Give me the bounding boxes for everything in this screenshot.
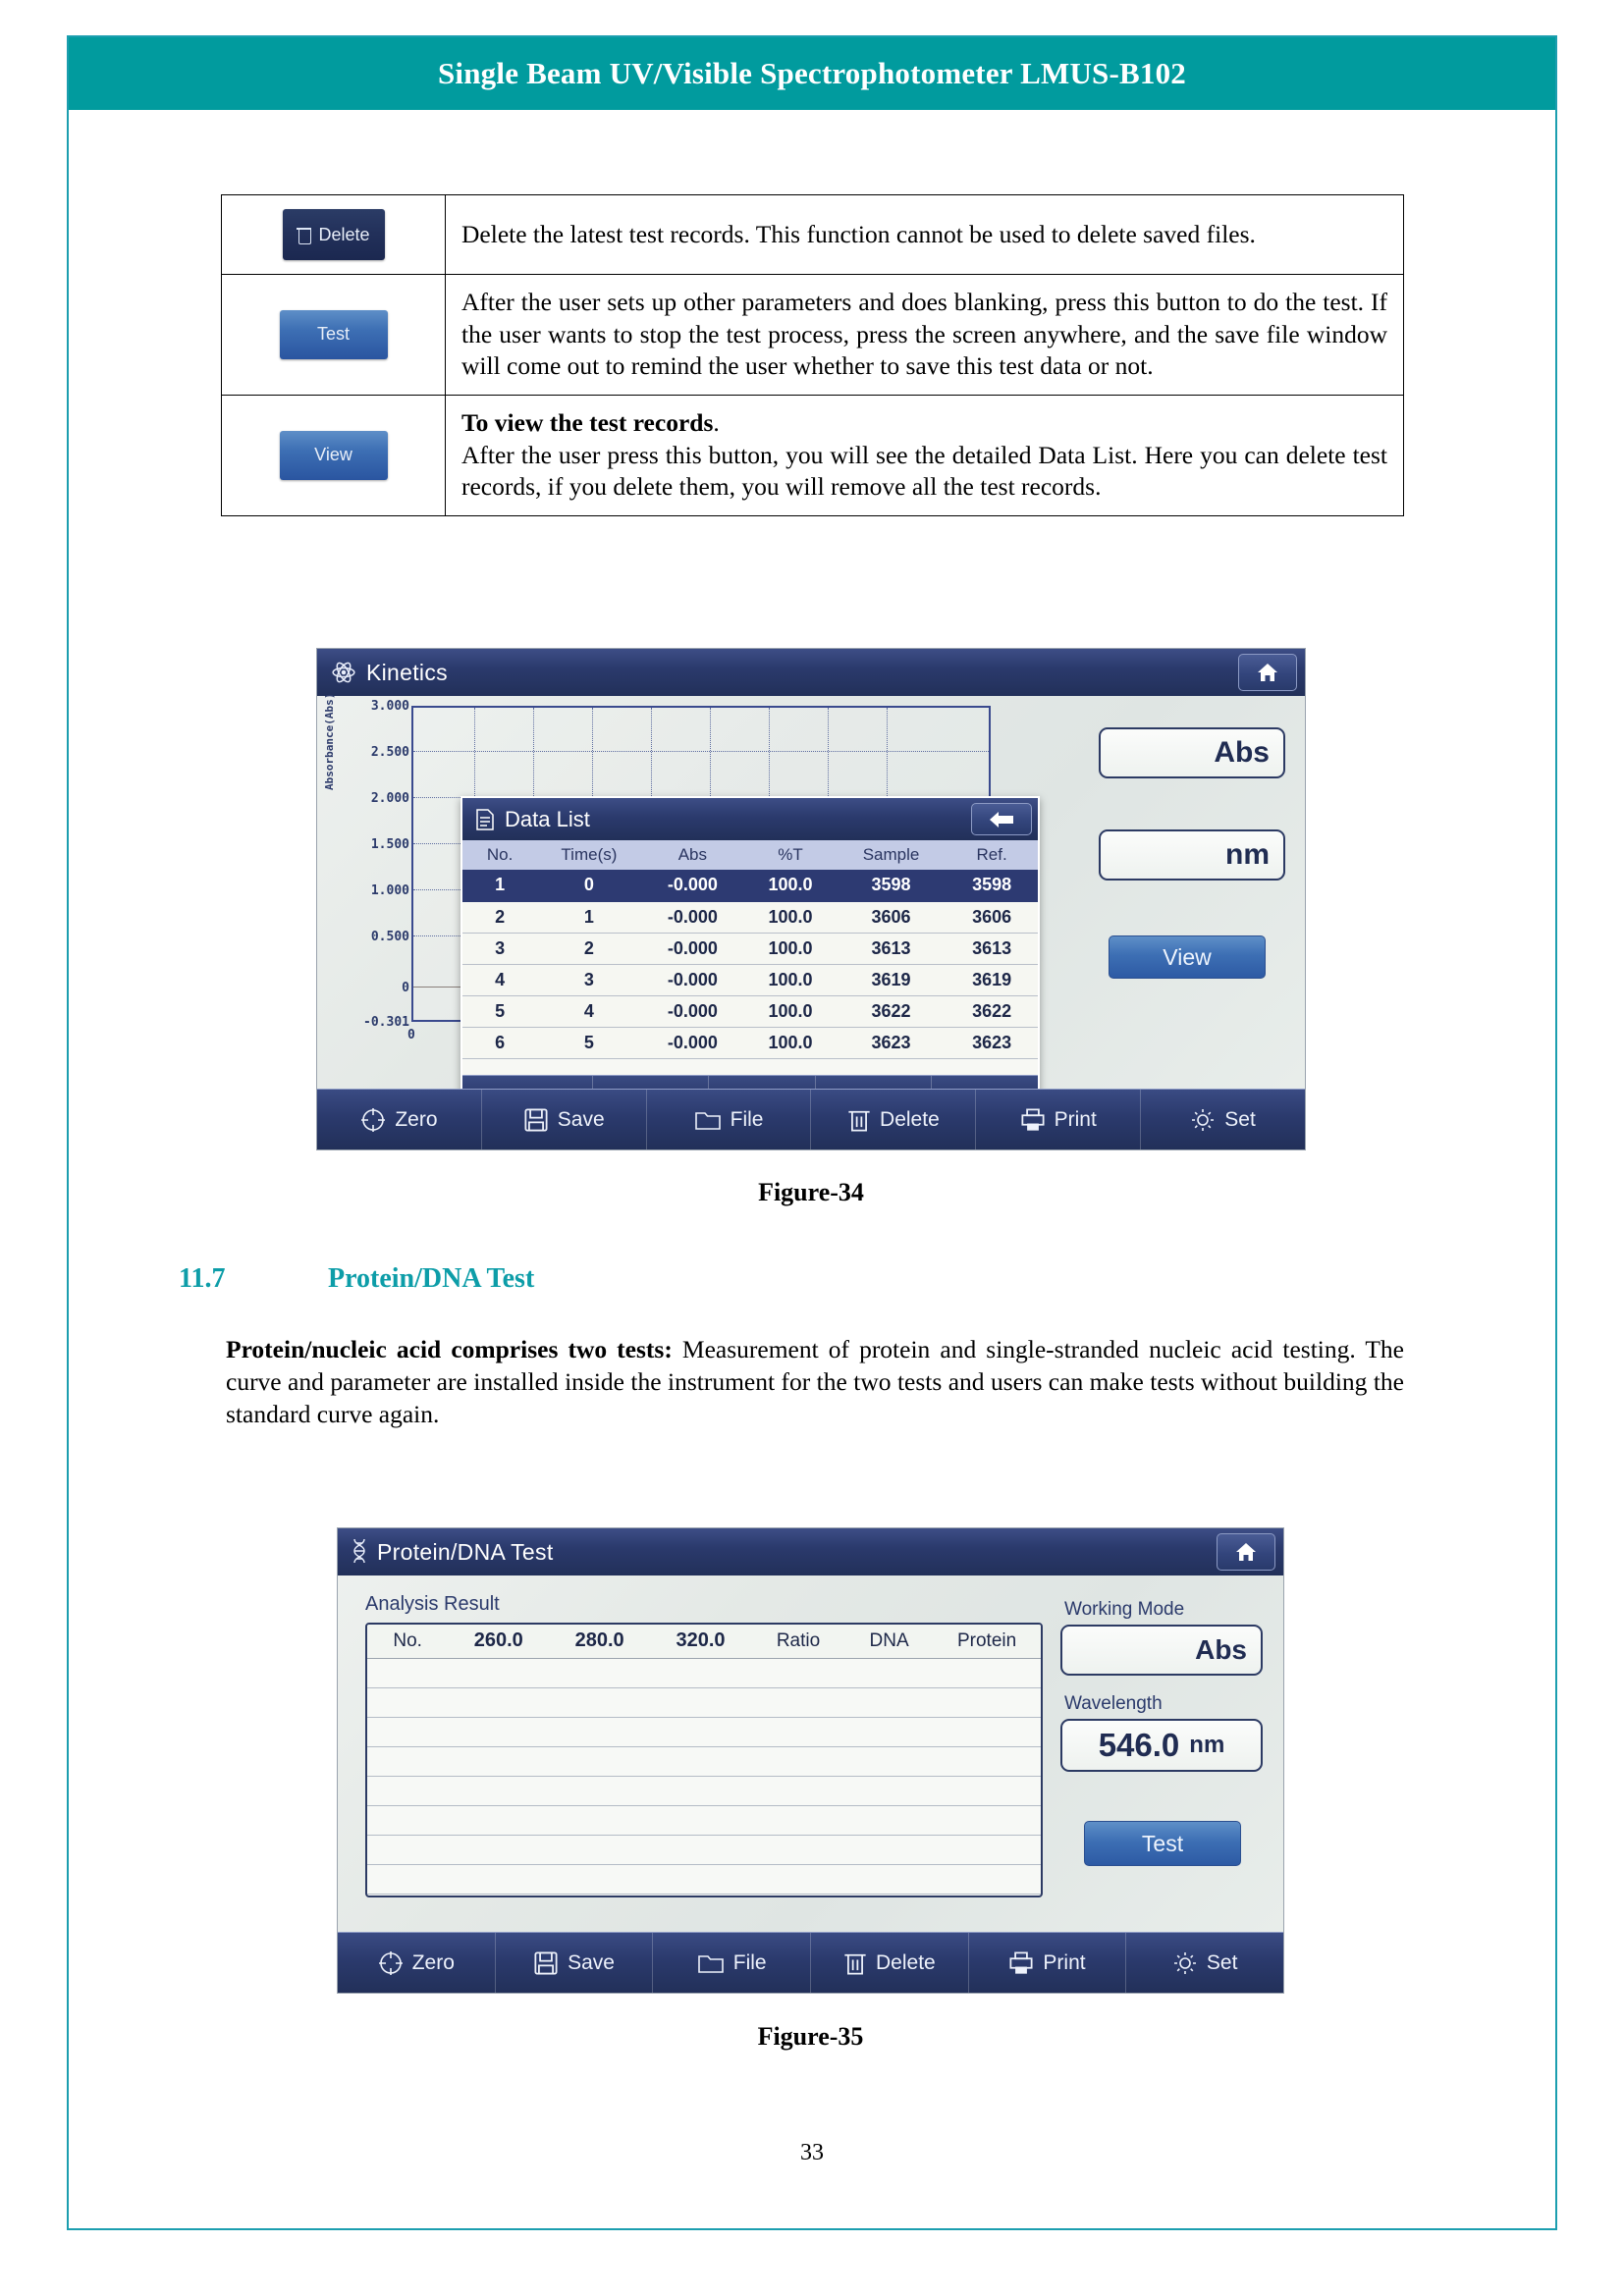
delete-label: Delete bbox=[876, 1950, 936, 1974]
cell: 4 bbox=[537, 995, 640, 1027]
table-row[interactable] bbox=[462, 933, 1038, 964]
cell: 100.0 bbox=[744, 1027, 837, 1058]
data-list-table bbox=[462, 840, 1038, 1059]
data-list-dialog bbox=[460, 796, 1040, 1126]
analysis-result-table-box bbox=[365, 1623, 1043, 1897]
file-label: File bbox=[730, 1107, 764, 1131]
figure-34 bbox=[316, 648, 1306, 1150]
cell bbox=[367, 1835, 1041, 1864]
figure-34-caption: Figure-34 bbox=[758, 1178, 864, 1206]
protein-dna-screen bbox=[337, 1527, 1284, 1994]
y-tick: 1.000 bbox=[370, 883, 409, 898]
save-button[interactable] bbox=[482, 1090, 647, 1149]
view-description-lead: To view the test records bbox=[461, 407, 714, 437]
back-arrow-icon[interactable] bbox=[971, 803, 1032, 835]
set-button[interactable] bbox=[1141, 1090, 1305, 1149]
column-header: 260.0 bbox=[448, 1625, 549, 1658]
table-row[interactable] bbox=[367, 1717, 1041, 1746]
data-list-titlebar bbox=[462, 798, 1038, 840]
view-description-period: . bbox=[713, 407, 720, 437]
mode-display[interactable] bbox=[1099, 727, 1285, 778]
test-button-label: Test bbox=[1141, 1830, 1184, 1856]
view-button[interactable] bbox=[280, 431, 388, 480]
section-paragraph bbox=[226, 1333, 1404, 1430]
document-header bbox=[69, 37, 1555, 110]
zero-label: Zero bbox=[411, 1950, 455, 1974]
save-label: Save bbox=[568, 1950, 615, 1974]
cell: 5 bbox=[462, 995, 537, 1027]
data-list-title: Data List bbox=[505, 806, 590, 831]
cell: 2 bbox=[537, 933, 640, 964]
table-row[interactable] bbox=[462, 1027, 1038, 1058]
test-button-cell bbox=[222, 275, 446, 396]
column-header: Abs bbox=[641, 840, 744, 870]
column-header: Sample bbox=[837, 840, 946, 870]
figure-35 bbox=[337, 1527, 1284, 1994]
view-button-label: View bbox=[314, 445, 352, 465]
cell: 0 bbox=[537, 870, 640, 901]
delete-description: Delete the latest test records. This function cannot be used to delete saved files. bbox=[446, 195, 1404, 275]
table-row bbox=[222, 275, 1404, 396]
cell: -0.000 bbox=[641, 901, 744, 933]
cell bbox=[367, 1776, 1041, 1805]
wavelength-label: Wavelength bbox=[1064, 1693, 1163, 1714]
analysis-result-table bbox=[367, 1625, 1041, 1895]
cell: 4 bbox=[462, 964, 537, 995]
dna-icon bbox=[352, 1538, 367, 1566]
view-description-body: After the user press this button, you will see the detailed Data List. Here you can delete test records, if you delete them, you will remove all the test records. bbox=[461, 440, 1387, 502]
cell: 3619 bbox=[837, 964, 946, 995]
cell: 3622 bbox=[946, 995, 1038, 1027]
wavelength-display[interactable] bbox=[1060, 1719, 1263, 1772]
figure-35-caption: Figure-35 bbox=[757, 2022, 864, 2051]
column-header: No. bbox=[462, 840, 537, 870]
protein-dna-toolbar bbox=[338, 1932, 1283, 1993]
column-header: Ratio bbox=[751, 1625, 845, 1658]
cell bbox=[367, 1746, 1041, 1776]
trash-icon bbox=[297, 226, 311, 243]
kinetics-titlebar bbox=[317, 649, 1305, 696]
test-button[interactable] bbox=[1084, 1821, 1241, 1866]
wavelength-unit: nm bbox=[1225, 838, 1270, 871]
floppy-icon bbox=[523, 1107, 549, 1133]
set-label: Set bbox=[1224, 1107, 1256, 1131]
y-tick: 3.000 bbox=[370, 699, 409, 714]
cell: 3606 bbox=[946, 901, 1038, 933]
cell: 100.0 bbox=[744, 933, 837, 964]
column-header: %T bbox=[744, 840, 837, 870]
chart-y-axis-label: Absorbance(Abs) bbox=[323, 692, 336, 790]
print-label: Print bbox=[1054, 1107, 1097, 1131]
printer-icon bbox=[1020, 1107, 1046, 1133]
atom-icon bbox=[331, 660, 356, 685]
chart-y-ticks bbox=[327, 696, 409, 1089]
kinetics-screen bbox=[316, 648, 1306, 1150]
table-row bbox=[222, 395, 1404, 515]
floppy-icon bbox=[533, 1950, 559, 1976]
delete-label: Delete bbox=[880, 1107, 940, 1131]
file-button[interactable] bbox=[653, 1933, 811, 1993]
document-icon bbox=[474, 808, 496, 831]
delete-button[interactable] bbox=[811, 1933, 969, 1993]
cell: 3613 bbox=[837, 933, 946, 964]
cell bbox=[367, 1658, 1041, 1687]
y-tick: 0.500 bbox=[370, 930, 409, 944]
table-row[interactable] bbox=[367, 1746, 1041, 1776]
test-description: After the user sets up other parameters and does blanking, press this button to do the test. If the user wants to stop the test process, press the screen anywhere, and the save file window will come out to remind the user whether to save this test data or not. bbox=[446, 275, 1404, 396]
cell: 3622 bbox=[837, 995, 946, 1027]
cell: 6 bbox=[462, 1027, 537, 1058]
page-number: 33 bbox=[800, 2140, 824, 2165]
save-label: Save bbox=[557, 1107, 605, 1131]
target-icon bbox=[360, 1107, 386, 1133]
analysis-header-row bbox=[367, 1625, 1041, 1658]
delete-button-cell bbox=[222, 195, 446, 275]
printer-icon bbox=[1008, 1950, 1034, 1976]
zero-button[interactable] bbox=[317, 1090, 482, 1149]
trash-icon bbox=[847, 1107, 871, 1133]
delete-button[interactable] bbox=[811, 1090, 976, 1149]
cell: -0.000 bbox=[641, 933, 744, 964]
cell: 3 bbox=[537, 964, 640, 995]
paragraph-rest: Measurement of protein and single-stranded nucleic acid testing. The curve and parameter are installed inside the instrument for the two tests and users can make tests without building the standard curve again. bbox=[226, 1335, 1404, 1429]
view-description bbox=[446, 395, 1404, 515]
table-row[interactable] bbox=[462, 964, 1038, 995]
cell: 3598 bbox=[946, 870, 1038, 901]
table-row[interactable] bbox=[462, 901, 1038, 933]
wavelength-display[interactable] bbox=[1099, 829, 1285, 881]
protein-dna-titlebar bbox=[338, 1528, 1283, 1575]
cell: 3 bbox=[462, 933, 537, 964]
print-button[interactable] bbox=[969, 1933, 1127, 1993]
column-header: Time(s) bbox=[537, 840, 640, 870]
delete-button-label: Delete bbox=[318, 224, 370, 244]
target-icon bbox=[378, 1950, 404, 1976]
cell: 3598 bbox=[837, 870, 946, 901]
table-row[interactable] bbox=[367, 1658, 1041, 1687]
table-row[interactable] bbox=[462, 870, 1038, 901]
column-header: 320.0 bbox=[650, 1625, 751, 1658]
cell: 2 bbox=[462, 901, 537, 933]
column-header: Protein bbox=[933, 1625, 1041, 1658]
gear-icon bbox=[1172, 1950, 1198, 1976]
analysis-result-rows bbox=[367, 1658, 1041, 1894]
data-list-header-row bbox=[462, 840, 1038, 870]
test-button-label: Test bbox=[316, 324, 350, 345]
trash-icon bbox=[843, 1950, 867, 1976]
column-header: No. bbox=[367, 1625, 448, 1658]
column-header: Ref. bbox=[946, 840, 1038, 870]
button-description-table bbox=[221, 194, 1404, 516]
column-header: 280.0 bbox=[549, 1625, 650, 1658]
cell: 3606 bbox=[837, 901, 946, 933]
chart-gridline bbox=[413, 751, 989, 752]
wavelength-value: 546.0 bbox=[1098, 1727, 1180, 1763]
zero-button[interactable] bbox=[338, 1933, 496, 1993]
kinetics-toolbar bbox=[317, 1089, 1305, 1149]
cell bbox=[367, 1717, 1041, 1746]
save-button[interactable] bbox=[496, 1933, 654, 1993]
working-mode-value: Abs bbox=[1195, 1634, 1247, 1665]
cell: 100.0 bbox=[744, 870, 837, 901]
cell: 1 bbox=[537, 901, 640, 933]
y-tick: 1.500 bbox=[370, 837, 409, 852]
folder-icon bbox=[694, 1108, 722, 1132]
print-button[interactable] bbox=[976, 1090, 1141, 1149]
cell: 1 bbox=[462, 870, 537, 901]
table-row[interactable] bbox=[367, 1776, 1041, 1805]
cell: 100.0 bbox=[744, 995, 837, 1027]
wavelength-unit: nm bbox=[1189, 1732, 1225, 1758]
cell: -0.000 bbox=[641, 870, 744, 901]
home-icon[interactable] bbox=[1217, 1533, 1275, 1571]
cell: -0.000 bbox=[641, 964, 744, 995]
table-row[interactable] bbox=[367, 1687, 1041, 1717]
delete-button[interactable] bbox=[283, 209, 385, 260]
cell: -0.000 bbox=[641, 995, 744, 1027]
cell bbox=[367, 1687, 1041, 1717]
cell: 3613 bbox=[946, 933, 1038, 964]
file-label: File bbox=[732, 1950, 767, 1974]
section-title: Protein/DNA Test bbox=[328, 1263, 535, 1294]
page-title: Single Beam UV/Visible Spectrophotometer LMUS-B102 bbox=[437, 56, 1186, 90]
cell: -0.000 bbox=[641, 1027, 744, 1058]
table-row[interactable] bbox=[367, 1864, 1041, 1894]
folder-icon bbox=[697, 1951, 725, 1975]
paragraph-lead: Protein/nucleic acid comprises two tests: bbox=[226, 1335, 673, 1363]
cell: 100.0 bbox=[744, 964, 837, 995]
cell bbox=[367, 1864, 1041, 1894]
cell bbox=[367, 1805, 1041, 1835]
cell: 5 bbox=[537, 1027, 640, 1058]
y-tick: 0 bbox=[402, 981, 409, 995]
analysis-result-label: Analysis Result bbox=[365, 1593, 500, 1615]
set-button[interactable] bbox=[1126, 1933, 1283, 1993]
zero-label: Zero bbox=[395, 1107, 438, 1131]
y-tick: 2.500 bbox=[370, 745, 409, 760]
cell: 3623 bbox=[946, 1027, 1038, 1058]
home-icon[interactable] bbox=[1238, 654, 1297, 691]
working-mode-display[interactable] bbox=[1060, 1625, 1263, 1676]
section-number: 11.7 bbox=[179, 1263, 226, 1294]
working-mode-label: Working Mode bbox=[1064, 1599, 1185, 1620]
protein-dna-title: Protein/DNA Test bbox=[377, 1538, 554, 1565]
table-row[interactable] bbox=[367, 1835, 1041, 1864]
table-row[interactable] bbox=[462, 995, 1038, 1027]
mode-value: Abs bbox=[1214, 736, 1270, 769]
view-button[interactable] bbox=[1109, 935, 1266, 979]
kinetics-title: Kinetics bbox=[366, 659, 448, 685]
gear-icon bbox=[1190, 1107, 1216, 1133]
cell: 100.0 bbox=[744, 901, 837, 933]
print-label: Print bbox=[1043, 1950, 1086, 1974]
cell: 3619 bbox=[946, 964, 1038, 995]
table-row[interactable] bbox=[367, 1805, 1041, 1835]
y-tick: 2.000 bbox=[370, 791, 409, 806]
table-row bbox=[222, 195, 1404, 275]
cell: 3623 bbox=[837, 1027, 946, 1058]
column-header: DNA bbox=[845, 1625, 933, 1658]
section-heading bbox=[179, 1263, 534, 1295]
kinetics-chart bbox=[317, 692, 1305, 1089]
y-tick: -0.301 bbox=[363, 1015, 409, 1030]
view-button-label: View bbox=[1163, 943, 1212, 970]
x-tick: 0 bbox=[407, 1028, 415, 1042]
test-button[interactable] bbox=[280, 310, 388, 359]
set-label: Set bbox=[1206, 1950, 1238, 1974]
view-button-cell bbox=[222, 395, 446, 515]
file-button[interactable] bbox=[647, 1090, 812, 1149]
